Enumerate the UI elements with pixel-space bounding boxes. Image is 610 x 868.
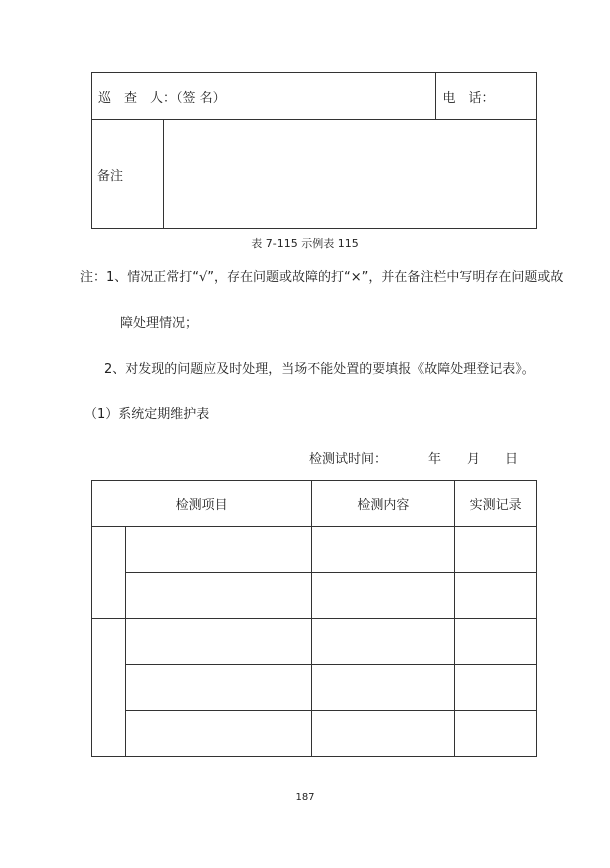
table-cell — [126, 619, 312, 665]
group-cell — [92, 619, 126, 757]
table-cell — [126, 665, 312, 711]
remark-label-cell — [92, 120, 164, 229]
table-cell — [312, 711, 455, 757]
page-number: 187 — [295, 792, 315, 803]
table-row — [92, 711, 537, 757]
section-title: （1）系统定期维护表 — [84, 407, 210, 422]
header-record: 实测记录 — [455, 481, 537, 527]
table-cell — [312, 665, 455, 711]
month-label: 月 — [467, 452, 481, 467]
table-cell — [455, 619, 537, 665]
table-row — [92, 573, 537, 619]
table-caption: 表 7-115 示例表 115 — [251, 237, 359, 250]
phone-cell — [436, 73, 537, 120]
table-cell — [312, 573, 455, 619]
remark-label: 备注 — [97, 168, 124, 184]
table-cell — [126, 711, 312, 757]
year-label: 年 — [428, 452, 442, 467]
table-cell — [455, 573, 537, 619]
header-content: 检测内容 — [312, 481, 455, 527]
day-label: 日 — [505, 452, 519, 467]
table-cell — [455, 711, 537, 757]
table-cell — [126, 527, 312, 573]
remark-content-cell — [164, 120, 537, 229]
table-row — [92, 527, 537, 573]
inspection-sign-table — [91, 72, 537, 229]
note-line-1-continued: 障处理情况； — [120, 316, 199, 331]
note-line-1: 注：1、情况正常打“√”，存在问题或故障的打“×”，并在备注栏中写明存在问题或故 — [80, 270, 564, 285]
phone-label: 电 话： — [442, 90, 495, 106]
table-cell — [126, 573, 312, 619]
note-line-2: 2、对发现的问题应及时处理，当场不能处置的要填报《故障处理登记表》。 — [104, 362, 535, 377]
table-row — [92, 665, 537, 711]
table-header-row — [92, 481, 537, 527]
table-cell — [455, 527, 537, 573]
table-row — [92, 619, 537, 665]
maintenance-table — [91, 480, 537, 757]
header-item: 检测项目 — [92, 481, 312, 527]
table-cell — [455, 665, 537, 711]
test-time-label: 检测试时间： — [309, 452, 388, 467]
group-cell — [92, 527, 126, 619]
inspector-label: 巡 查 人：（签 名） — [98, 90, 226, 106]
table-cell — [312, 527, 455, 573]
table-cell — [312, 619, 455, 665]
inspector-signature-cell — [92, 73, 436, 120]
